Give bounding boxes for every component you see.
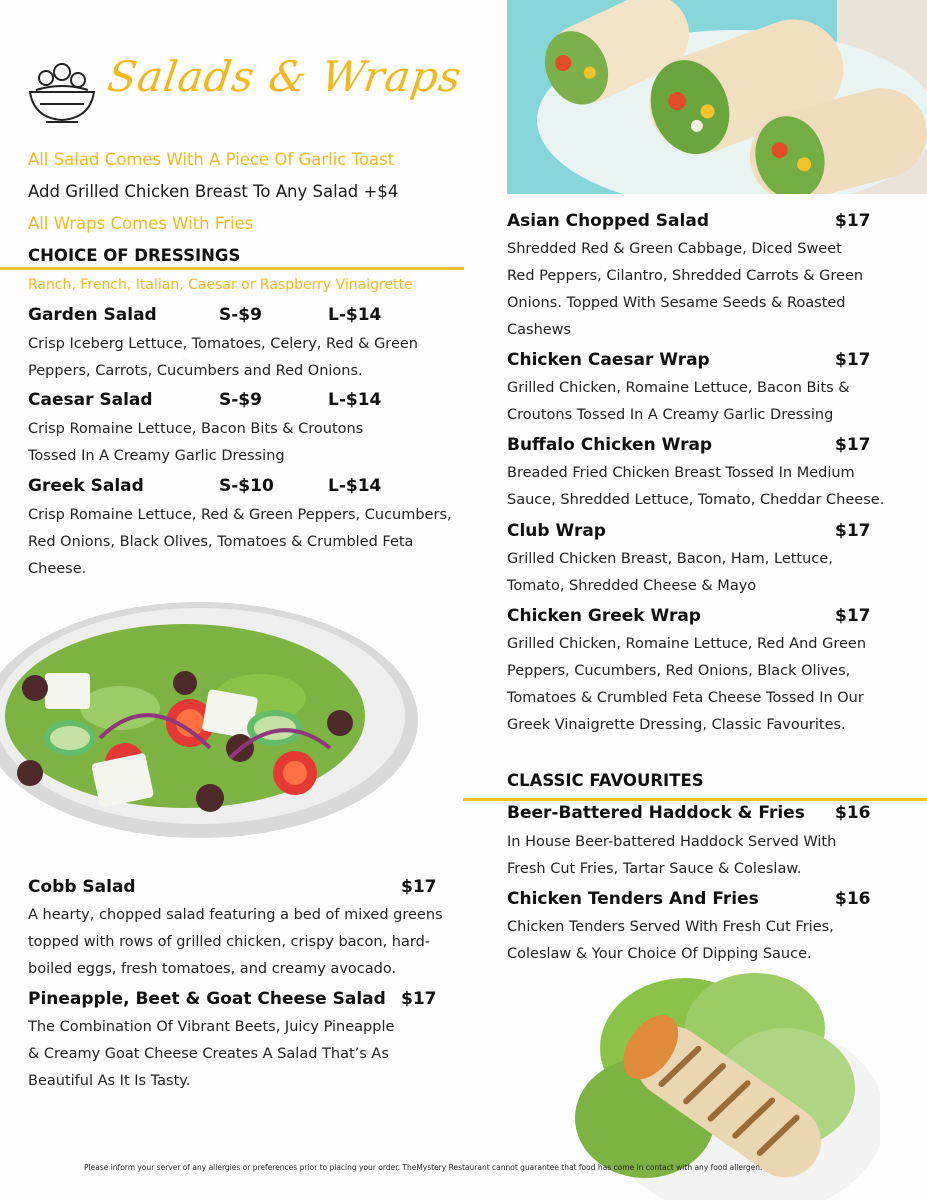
item-desc-haddock-fries: In House Beer-battered Haddock Served With Fresh Cut Fries, Tartar Sauce & Coleslaw. — [507, 834, 837, 877]
dressings-heading: CHOICE OF DRESSINGS — [28, 246, 241, 265]
item-price: $17 — [835, 521, 871, 541]
item-desc-greek-salad: Crisp Romaine Lettuce, Red & Green Peppers, Cucumbers, Red Onions, Black Olives, Tomatoes & Crumbled Feta Cheese. — [28, 507, 452, 577]
price-large: L-$14 — [328, 305, 382, 325]
info-line-grilled-chicken: Add Grilled Chicken Breast To Any Salad +$4 — [28, 182, 399, 201]
item-name-caesar-salad: Caesar Salad — [28, 390, 153, 410]
page-title: Salads & Wraps — [104, 52, 466, 101]
item-desc-cobb-salad: A hearty, chopped salad featuring a bed of mixed greens topped with rows of grilled chicken, crispy bacon, hard- boiled eggs, fresh tomatoes, and creamy avocado. — [28, 907, 443, 977]
item-name-cobb-salad: Cobb Salad — [28, 877, 136, 897]
item-desc-buffalo-chicken-wrap: Breaded Fried Chicken Breast Tossed In Medium Sauce, Shredded Lettuce, Tomato, Cheddar Cheese. — [507, 465, 885, 508]
item-price: $17 — [401, 989, 437, 1009]
price-small: S-$9 — [219, 305, 262, 325]
item-price: $17 — [401, 877, 437, 897]
item-price: $16 — [835, 889, 871, 909]
price-small: S-$10 — [219, 476, 274, 496]
item-name-pineapple-beet-salad: Pineapple, Beet & Goat Cheese Salad — [28, 989, 386, 1009]
price-large: L-$14 — [328, 390, 382, 410]
item-price: $16 — [835, 803, 871, 823]
allergy-footer: Please inform your server of any allergies or preferences prior to placing your order. TheMystery Restaurant cannot guarantee that food has come in contact with any food allergen. — [84, 1163, 763, 1172]
item-desc-asian-chopped-salad: Shredded Red & Green Cabbage, Diced Sweet Red Peppers, Cilantro, Shredded Carrots & Green Onions. Topped With Sesame Seeds & Roasted Cashews — [507, 241, 864, 338]
price-large: L-$14 — [328, 476, 382, 496]
item-name-chicken-caesar-wrap: Chicken Caesar Wrap — [507, 350, 710, 370]
item-name-asian-chopped-salad: Asian Chopped Salad — [507, 211, 709, 231]
info-line-garlic-toast: All Salad Comes With A Piece Of Garlic Toast — [28, 150, 395, 169]
item-name-chicken-greek-wrap: Chicken Greek Wrap — [507, 606, 701, 626]
dressings-divider — [0, 267, 464, 270]
item-desc-caesar-salad: Crisp Romaine Lettuce, Bacon Bits & Croutons Tossed In A Creamy Garlic Dressing — [28, 421, 364, 464]
dressings-options: Ranch, French, Italian, Caesar or Raspberry Vinaigrette — [28, 277, 413, 293]
info-line-fries: All Wraps Comes With Fries — [28, 214, 254, 233]
item-price: $17 — [835, 435, 871, 455]
item-name-club-wrap: Club Wrap — [507, 521, 606, 541]
item-desc-chicken-caesar-wrap: Grilled Chicken, Romaine Lettuce, Bacon Bits & Croutons Tossed In A Creamy Garlic Dressing — [507, 380, 850, 423]
classic-divider — [463, 798, 927, 801]
classic-heading: CLASSIC FAVOURITES — [507, 771, 704, 790]
item-price: $17 — [835, 606, 871, 626]
item-name-haddock-fries: Beer-Battered Haddock & Fries — [507, 803, 805, 823]
item-desc-pineapple-beet-salad: The Combination Of Vibrant Beets, Juicy Pineapple & Creamy Goat Cheese Creates A Salad That’s As Beautiful As It Is Tasty. — [28, 1019, 395, 1089]
item-name-chicken-tenders: Chicken Tenders And Fries — [507, 889, 759, 909]
item-desc-garden-salad: Crisp Iceberg Lettuce, Tomatoes, Celery, Red & Green Peppers, Carrots, Cucumbers and Red Onions. — [28, 336, 418, 379]
price-small: S-$9 — [219, 390, 262, 410]
greek-salad-photo — [0, 598, 420, 843]
item-name-buffalo-chicken-wrap: Buffalo Chicken Wrap — [507, 435, 713, 455]
item-price: $17 — [835, 211, 871, 231]
item-desc-chicken-greek-wrap: Grilled Chicken, Romaine Lettuce, Red And Green Peppers, Cucumbers, Red Onions, Black Olives, Tomatoes & Crumbled Feta Cheese Tossed In Our Greek Vinaigrette Dressing, Classic Favourites. — [507, 636, 867, 733]
item-name-greek-salad: Greek Salad — [28, 476, 144, 496]
item-price: $17 — [835, 350, 871, 370]
salad-bowl-icon — [26, 60, 98, 130]
item-desc-club-wrap: Grilled Chicken Breast, Bacon, Ham, Lettuce, Tomato, Shredded Cheese & Mayo — [507, 551, 833, 594]
item-name-garden-salad: Garden Salad — [28, 305, 157, 325]
wraps-photo — [507, 0, 927, 194]
item-desc-chicken-tenders: Chicken Tenders Served With Fresh Cut Fries, Coleslaw & Your Choice Of Dipping Sauce. — [507, 919, 834, 962]
